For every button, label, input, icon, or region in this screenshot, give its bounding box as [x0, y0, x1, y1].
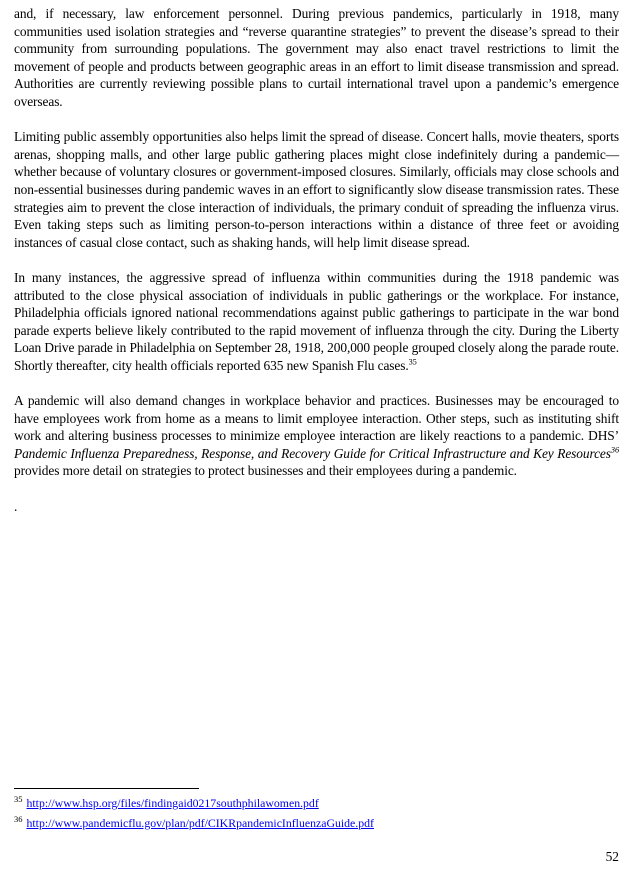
footnote-ref: 35 — [408, 357, 417, 367]
text-run: A pandemic will also demand changes in workplace behavior and practices. Businesses may be encouraged to have employees work from home as a means to limit employee interaction. Other steps, such as instituting shift work and altering business processes to minimize employee interaction are likely reactions to a pandemic. DHS’ — [14, 393, 619, 444]
footnote-link[interactable]: http://www.hsp.org/files/findingaid0217southphilawomen.pdf — [26, 796, 319, 810]
footnote-marker: 35 — [14, 794, 23, 805]
paragraph — [14, 498, 619, 516]
text-run: Pandemic Influenza Preparedness, Response, and Recovery Guide for Critical Infrastructure and Key Resources — [14, 445, 611, 461]
paragraph — [14, 269, 619, 375]
footnote-link[interactable]: http://www.pandemicflu.gov/plan/pdf/CIKRpandemicInfluenzaGuide.pdf — [26, 816, 374, 830]
paragraph — [14, 5, 619, 111]
page-number: 52 — [605, 849, 619, 864]
footnote-item — [14, 793, 619, 813]
text-run: Limiting public assembly opportunities also helps limit the spread of disease. Concert halls, movie theaters, sports arenas, shopping malls, and other large public gathering places might close indefinitely during a pandemic—whether because of voluntary closures or government-imposed closures. Similarly, officials may close schools and non-essential businesses during pandemic waves in an effort to significantly slow disease transmission rates. These strategies aim to prevent the close interaction of individuals, the primary conduit of spreading the influenza virus. Even taking steps such as limiting person-to-person interactions within a distance of three feet or avoiding instances of casual close contact, such as shaking hands, will help limit disease spread. — [14, 129, 619, 250]
paragraph — [14, 128, 619, 251]
footnote-separator — [14, 788, 199, 789]
text-run: In many instances, the aggressive spread of influenza within communities during the 1918 pandemic was attributed to the close physical association of individuals in public gatherings or the workplace. For instance, Philadelphia officials ignored national recommendations against public gatherings to participate in the war bond parade experts believe likely contributed to the rapid movement of influenza through the city. During the Liberty Loan Drive parade in Philadelphia on September 28, 1918, 200,000 people grouped closely along the parade route. Shortly thereafter, city health officials reported 635 new Spanish Flu cases. — [14, 269, 619, 373]
footnote-list — [14, 793, 619, 833]
footnotes-section — [14, 788, 619, 833]
document-body — [14, 5, 619, 533]
footnote-item — [14, 813, 619, 833]
paragraph — [14, 392, 619, 480]
footnote-marker: 36 — [14, 814, 23, 825]
text-run: . — [14, 498, 18, 514]
footnote-ref: 36 — [610, 445, 619, 455]
text-run: provides more detail on strategies to protect businesses and their employees during a pandemic. — [14, 463, 517, 479]
text-run: and, if necessary, law enforcement personnel. During previous pandemics, particularly in 1918, many communities used isolation strategies and “reverse quarantine strategies” to prevent the disease’s spread to their community from surrounding populations. The government may also enact travel restrictions to limit the movement of people and products between geographic areas in an effort to limit disease transmission and spread. Authorities are currently reviewing possible plans to curtail international travel upon a pandemic’s emergence overseas. — [14, 6, 619, 109]
